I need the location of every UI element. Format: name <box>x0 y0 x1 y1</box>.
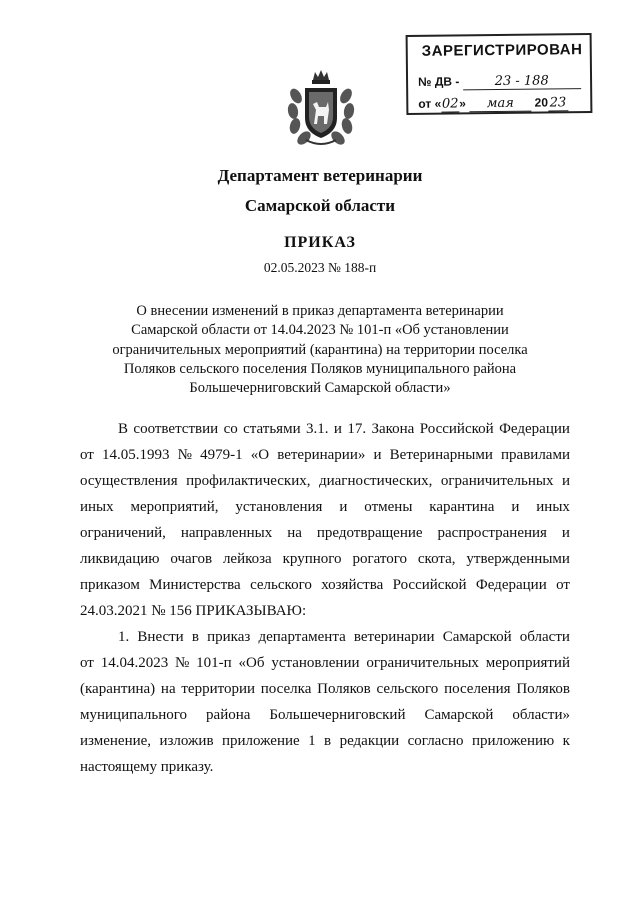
text-line <box>80 572 570 598</box>
word: приказ <box>207 629 251 645</box>
word: 101-п <box>196 655 232 671</box>
word: 17. <box>347 421 367 437</box>
text-line <box>80 624 570 650</box>
word: от <box>80 447 94 463</box>
word: (карантина) <box>80 681 156 697</box>
stamp-number-value: 23 - 188 <box>463 73 581 90</box>
registration-stamp <box>406 33 593 115</box>
word: области» <box>512 707 570 723</box>
word: ветеринарии <box>353 629 435 645</box>
word: «О <box>250 447 270 463</box>
word: Закона <box>371 421 415 437</box>
word: со <box>223 421 238 437</box>
word: и <box>511 499 520 515</box>
order-date-number: 02.05.2023 № 188-п <box>263 260 377 275</box>
word: и <box>339 499 348 515</box>
coat-of-arms-emblem <box>286 66 356 148</box>
word: 3.1. <box>306 421 329 437</box>
stamp-number-row <box>418 73 581 91</box>
word: ликвидацию <box>80 551 160 567</box>
word: иных <box>536 499 570 515</box>
text-line <box>80 728 570 754</box>
word: 1. <box>118 629 130 645</box>
word: департамента <box>258 629 346 645</box>
word: приказом <box>80 577 140 593</box>
text-line <box>80 754 570 780</box>
word: ограничений, <box>80 525 166 541</box>
word: приложению <box>471 733 555 749</box>
word: 1 <box>308 733 316 749</box>
word: к <box>562 733 570 749</box>
word: Российской <box>392 577 467 593</box>
body-paragraph-preamble <box>80 416 570 624</box>
word: Поляков <box>317 681 371 697</box>
word: приложение <box>221 733 300 749</box>
word: Поляков <box>516 681 570 697</box>
department-name: Департамент ветеринарии <box>217 166 423 185</box>
word: территории <box>181 681 256 697</box>
text-line <box>80 416 570 442</box>
word: иных <box>80 499 114 515</box>
stamp-date-year-prefix: 20 <box>534 95 549 110</box>
word: установлении <box>271 655 360 671</box>
word: области <box>519 629 570 645</box>
word: Ветеринарными <box>389 447 493 463</box>
text-line <box>80 650 570 676</box>
word: предотвращение <box>316 525 423 541</box>
word: района <box>206 707 251 723</box>
word: сельского <box>376 681 439 697</box>
subject-line: О внесении изменений в приказ департамента ветеринарии <box>136 303 504 319</box>
department-region: Самарской области <box>244 196 396 215</box>
subject-line: Большечерниговский Самарской области» <box>189 380 451 397</box>
word: и <box>373 447 382 463</box>
subject-line: ограничительных мероприятий (карантина) на территории поселка <box>112 341 528 358</box>
word: 14.05.1993 <box>102 447 170 463</box>
word: установления <box>235 499 323 515</box>
word: на <box>160 681 176 697</box>
word: карантина <box>429 499 495 515</box>
stamp-date-row <box>418 95 568 113</box>
word: статьями <box>243 421 301 437</box>
text-line <box>80 494 570 520</box>
word: поселка <box>260 681 312 697</box>
word: сельского <box>250 577 312 593</box>
word: лейкоза <box>222 551 272 567</box>
text-line <box>80 468 570 494</box>
word: и <box>561 473 570 489</box>
word: на <box>287 525 302 541</box>
word: поселения <box>444 681 511 697</box>
word: ограничительных <box>366 655 479 671</box>
word: ветеринарии» <box>277 447 366 463</box>
order-title: ПРИКАЗ <box>284 234 356 251</box>
word: № <box>177 447 192 463</box>
word: Федерации <box>475 577 547 593</box>
word: редакции <box>339 733 400 749</box>
word: соответствии <box>133 421 219 437</box>
word: Министерства <box>149 577 241 593</box>
word: 14.04.2023 <box>100 655 169 671</box>
word: согласно <box>407 733 464 749</box>
stamp-date-year-suffix: 23 <box>549 95 567 111</box>
word: и <box>333 421 342 437</box>
text-line <box>80 676 570 702</box>
word: утвержденными <box>466 551 570 567</box>
word: Самарской <box>424 707 494 723</box>
word: настоящему приказу. <box>80 759 214 775</box>
word: муниципального <box>80 707 188 723</box>
stamp-number-label: № ДВ - <box>418 74 460 89</box>
text-line <box>80 598 570 624</box>
word: отмены <box>364 499 413 515</box>
word: профилактических, <box>186 473 311 489</box>
text-line <box>80 520 570 546</box>
word: крупного <box>282 551 342 567</box>
stamp-date-mid: » <box>459 96 466 111</box>
word: «Об <box>238 655 265 671</box>
word: Большечерниговский <box>269 707 406 723</box>
stamp-date-day: 02 <box>441 96 459 112</box>
word: в <box>191 629 199 645</box>
word: 4979-1 <box>200 447 243 463</box>
word: распространения <box>437 525 547 541</box>
word: ограничительных <box>440 473 554 489</box>
order-subject <box>100 302 540 398</box>
word: очагов <box>170 551 213 567</box>
text-line <box>80 702 570 728</box>
text-line <box>80 546 570 572</box>
subject-line: Поляков сельского поселения Поляков муниципального района <box>123 360 517 377</box>
body-paragraph-clause-1 <box>80 624 570 780</box>
word: изложив <box>159 733 214 749</box>
word: Российской <box>419 421 494 437</box>
word: скота, <box>417 551 456 567</box>
word: осуществления <box>80 473 178 489</box>
word: В <box>118 421 129 437</box>
word: изменение, <box>80 733 152 749</box>
word: рогатого <box>352 551 407 567</box>
word: в <box>324 733 332 749</box>
word: диагностических, <box>318 473 433 489</box>
word: Самарской <box>442 629 512 645</box>
word: и <box>561 525 570 541</box>
word: от <box>556 577 570 593</box>
text-line <box>80 442 570 468</box>
word: хозяйства <box>321 577 384 593</box>
word: от <box>80 655 94 671</box>
word: правилами <box>501 447 570 463</box>
word: мероприятий, <box>130 499 219 515</box>
word: Федерации <box>499 421 570 437</box>
word: направленных <box>180 525 273 541</box>
word: № <box>175 655 190 671</box>
word: Внести <box>137 629 184 645</box>
word: 24.03.2021 № 156 ПРИКАЗЫВАЮ: <box>80 603 307 619</box>
subject-line: Самарской области от 14.04.2023 № 101-п «Об установлении <box>131 322 509 339</box>
word: мероприятий <box>485 655 570 671</box>
stamp-title: ЗАРЕГИСТРИРОВАН <box>421 41 583 60</box>
stamp-date-month: мая <box>469 96 531 113</box>
stamp-date-prefix: от « <box>418 96 442 111</box>
